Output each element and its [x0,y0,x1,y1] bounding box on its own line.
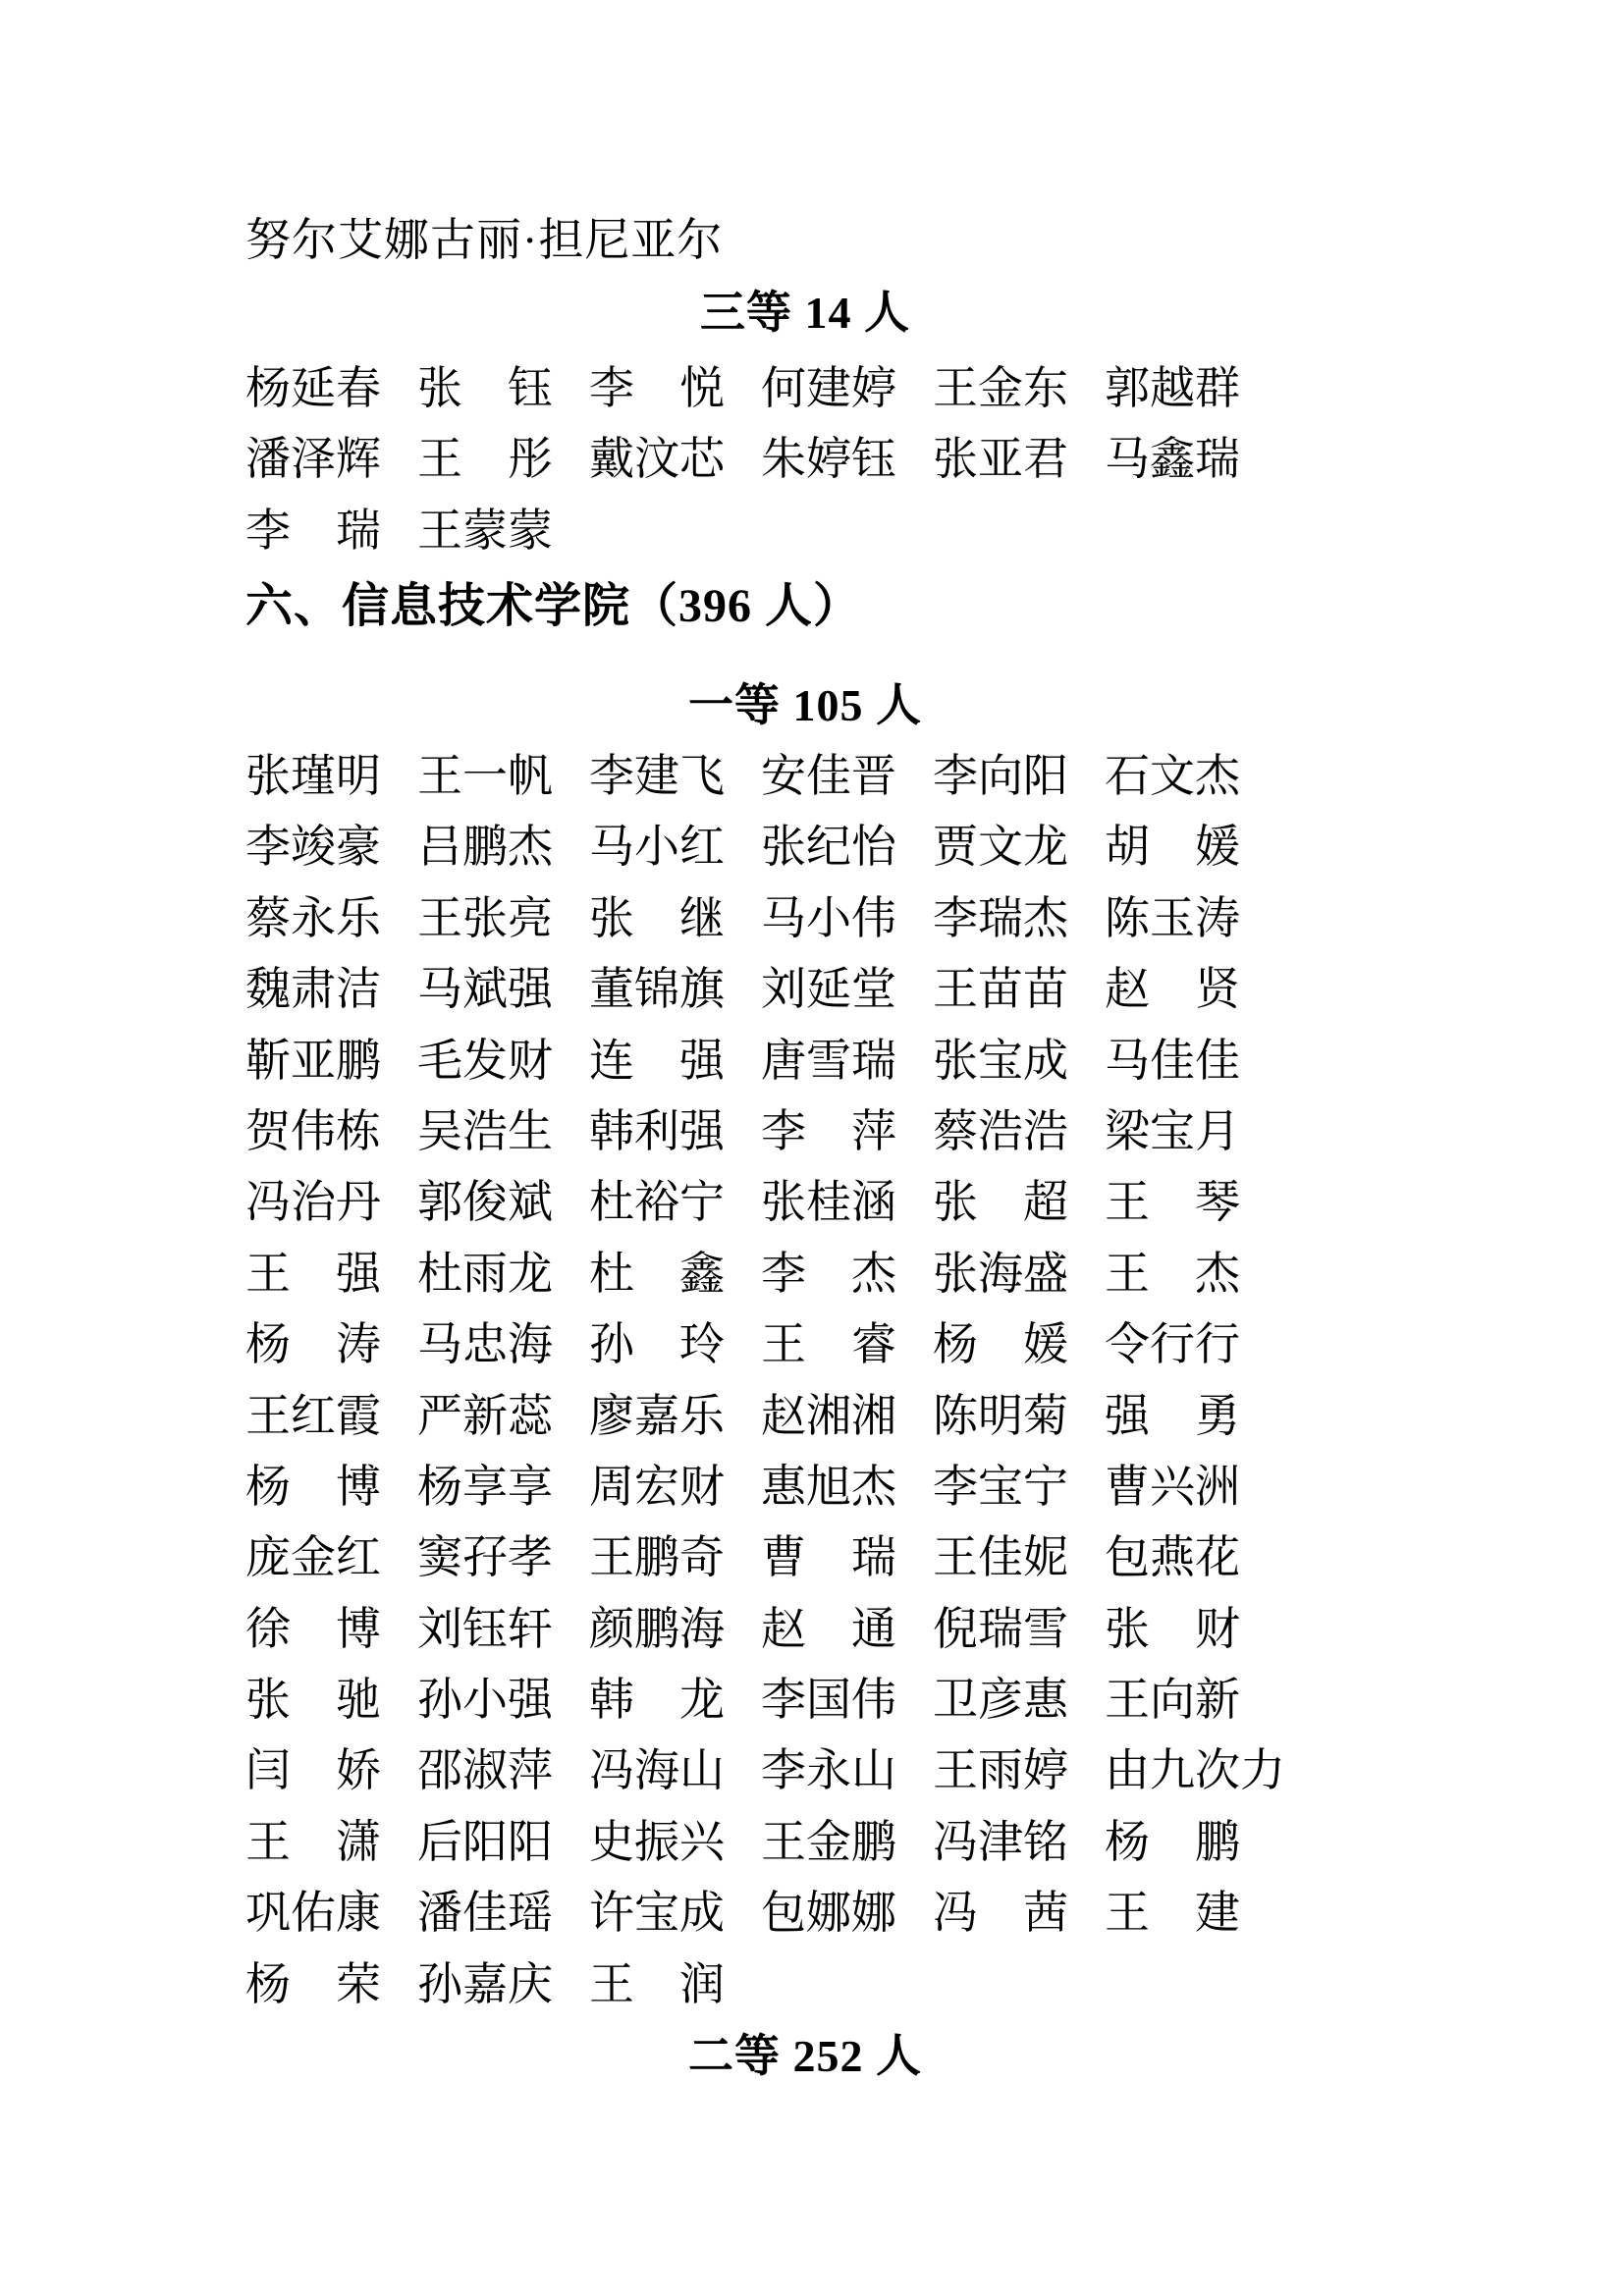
person-name: 赵 贤 [1105,964,1240,1015]
person-name: 吕鹏杰 [417,822,553,873]
name-row [245,1177,1424,1251]
person-name: 李永山 [761,1745,896,1796]
person-name: 董锦旗 [589,964,725,1015]
person-name: 王 建 [1105,1888,1240,1939]
person-name: 王红霞 [245,1390,381,1441]
person-name: 张 继 [589,892,725,943]
person-name: 王鹏奇 [589,1532,725,1583]
continued-person-name: 努尔艾娜古丽·担尼亚尔 [245,215,724,265]
person-name: 杨 荣 [245,1958,381,2009]
person-name: 徐 博 [245,1603,381,1654]
person-name: 张亚君 [933,434,1068,485]
person-name: 杨 鹏 [1105,1816,1240,1867]
person-name: 石文杰 [1105,751,1240,801]
grade2-heading: 二等 252 人 [688,2031,922,2081]
person-name: 李建飞 [589,751,725,801]
person-name: 王 杰 [1105,1248,1240,1299]
person-name: 孙 玲 [589,1319,725,1370]
name-row [245,1248,1424,1322]
name-row [245,363,1424,437]
person-name: 王 彤 [417,434,553,485]
person-name: 曹 瑞 [761,1532,896,1583]
person-name: 许宝成 [589,1888,725,1939]
person-name: 潘佳瑶 [417,1888,553,1939]
person-name: 贺伟栋 [245,1105,381,1156]
person-name: 王张亮 [417,892,553,943]
section-title: 六、信息技术学院（396 人） [245,580,862,632]
person-name: 陈明菊 [933,1390,1068,1441]
person-name: 郭越群 [1105,363,1240,413]
person-name: 包燕花 [1105,1532,1240,1583]
person-name: 庞金红 [245,1532,381,1583]
person-name: 张宝成 [933,1035,1068,1086]
person-name: 史振兴 [589,1816,725,1867]
name-row [245,964,1424,1038]
person-name: 王金东 [933,363,1068,413]
person-name: 马小伟 [761,892,896,943]
person-name: 严新蕊 [417,1390,553,1441]
person-name: 杨享享 [417,1461,553,1512]
name-row [245,1390,1424,1465]
person-name: 冯治丹 [245,1177,381,1228]
person-name: 王 潇 [245,1816,381,1867]
name-row [245,1319,1424,1393]
person-name: 赵 通 [761,1603,896,1654]
person-name: 李向阳 [933,751,1068,801]
person-name: 冯 茜 [933,1888,1068,1939]
name-row [245,1745,1424,1819]
grade3-name-list [245,363,1424,579]
person-name: 包娜娜 [761,1888,896,1939]
person-name: 王金鹏 [761,1816,896,1867]
person-name: 强 勇 [1105,1390,1240,1441]
person-name: 郭俊斌 [417,1177,553,1228]
person-name: 张 驰 [245,1675,381,1726]
person-name: 马佳佳 [1105,1035,1240,1086]
person-name: 杨 涛 [245,1319,381,1370]
person-name: 王向新 [1105,1675,1240,1726]
person-name: 陈玉涛 [1105,892,1240,943]
person-name: 梁宝月 [1105,1105,1240,1156]
person-name: 唐雪瑞 [761,1035,896,1086]
person-name: 何建婷 [761,363,896,413]
name-row [245,1888,1424,1961]
person-name: 廖嘉乐 [589,1390,725,1441]
person-name: 魏肃洁 [245,964,381,1015]
person-name: 马忠海 [417,1319,553,1370]
person-name: 张 超 [933,1177,1068,1228]
person-name: 张海盛 [933,1248,1068,1299]
person-name: 邵淑萍 [417,1745,553,1796]
person-name: 李瑞杰 [933,892,1068,943]
person-name: 王 强 [245,1248,381,1299]
grade1-name-list [245,751,1424,2033]
name-row [245,434,1424,507]
name-row [245,1532,1424,1606]
person-name: 惠旭杰 [761,1461,896,1512]
person-name: 李 萍 [761,1105,896,1156]
person-name: 杨延春 [245,363,381,413]
name-row [245,1958,1424,2033]
person-name: 杜雨龙 [417,1248,553,1299]
name-row [245,1461,1424,1535]
person-name: 冯津铭 [933,1816,1068,1867]
person-name: 刘延堂 [761,964,896,1015]
person-name: 李竣豪 [245,822,381,873]
person-name: 颜鹏海 [589,1603,725,1654]
person-name: 王 睿 [761,1319,896,1370]
person-name: 闫 娇 [245,1745,381,1796]
person-name: 杨 媛 [933,1319,1068,1370]
person-name: 吴浩生 [417,1105,553,1156]
person-name: 卫彦惠 [933,1675,1068,1726]
person-name: 李 悦 [589,363,725,413]
person-name: 安佳晋 [761,751,896,801]
person-name: 张纪怡 [761,822,896,873]
person-name: 王佳妮 [933,1532,1068,1583]
person-name: 张瑾明 [245,751,381,801]
person-name: 王 琴 [1105,1177,1240,1228]
person-name: 杜 鑫 [589,1248,725,1299]
person-name: 孙嘉庆 [417,1958,553,2009]
name-row [245,751,1424,825]
person-name: 胡 媛 [1105,822,1240,873]
person-name: 李 瑞 [245,505,381,556]
person-name: 孙小强 [417,1675,553,1726]
person-name: 李 杰 [761,1248,896,1299]
person-name: 赵湘湘 [761,1390,896,1441]
name-row [245,1603,1424,1678]
person-name: 由九次力 [1105,1745,1285,1796]
person-name: 蔡永乐 [245,892,381,943]
person-name: 王雨婷 [933,1745,1068,1796]
person-name: 靳亚鹏 [245,1035,381,1086]
name-row [245,1105,1424,1180]
person-name: 王 润 [589,1958,725,2009]
person-name: 周宏财 [589,1461,725,1512]
person-name: 马小红 [589,822,725,873]
person-name: 马斌强 [417,964,553,1015]
person-name: 倪瑞雪 [933,1603,1068,1654]
person-name: 张桂涵 [761,1177,896,1228]
name-row [245,1035,1424,1109]
person-name: 贾文龙 [933,822,1068,873]
person-name: 连 强 [589,1035,725,1086]
person-name: 冯海山 [589,1745,725,1796]
person-name: 巩佑康 [245,1888,381,1939]
person-name: 戴汶芯 [589,434,725,485]
person-name: 韩利强 [589,1105,725,1156]
grade3-heading: 三等 14 人 [700,288,910,338]
person-name: 后阳阳 [417,1816,553,1867]
name-row [245,822,1424,895]
person-name: 王一帆 [417,751,553,801]
person-name: 曹兴洲 [1105,1461,1240,1512]
name-row [245,1675,1424,1748]
name-row [245,1816,1424,1891]
person-name: 朱婷钰 [761,434,896,485]
person-name: 韩 龙 [589,1675,725,1726]
person-name: 张 财 [1105,1603,1240,1654]
person-name: 令行行 [1105,1319,1240,1370]
person-name: 窦孖孝 [417,1532,553,1583]
person-name: 李宝宁 [933,1461,1068,1512]
grade1-heading: 一等 105 人 [688,680,922,730]
person-name: 蔡浩浩 [933,1105,1068,1156]
name-row [245,505,1424,579]
person-name: 王苗苗 [933,964,1068,1015]
person-name: 毛发财 [417,1035,553,1086]
person-name: 杨 博 [245,1461,381,1512]
person-name: 马鑫瑞 [1105,434,1240,485]
person-name: 王蒙蒙 [417,505,553,556]
person-name: 杜裕宁 [589,1177,725,1228]
person-name: 张 钰 [417,363,553,413]
person-name: 刘钰轩 [417,1603,553,1654]
person-name: 李国伟 [761,1675,896,1726]
name-row [245,892,1424,967]
person-name: 潘泽辉 [245,434,381,485]
